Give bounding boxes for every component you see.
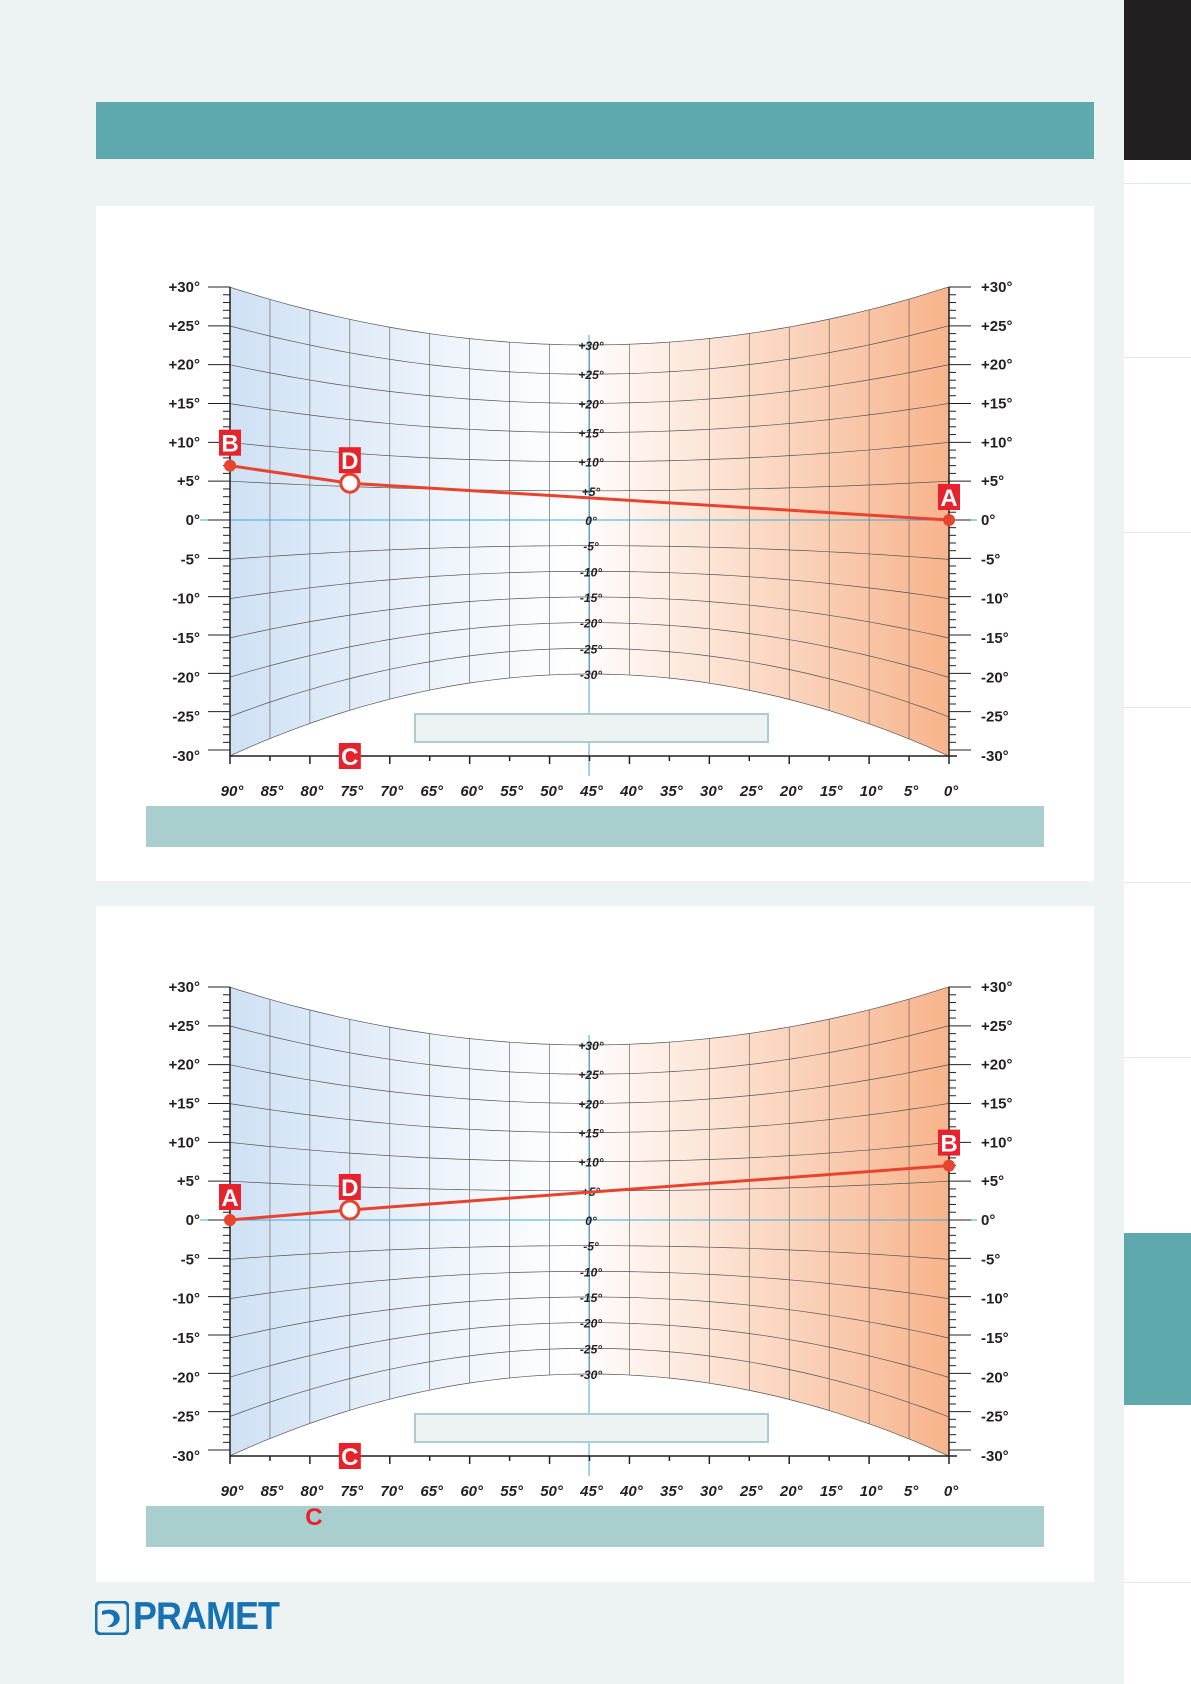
marker-label: C bbox=[305, 1504, 323, 1531]
y-axis-label-left: -10° bbox=[172, 590, 200, 608]
y-axis-label-left: -25° bbox=[172, 1408, 200, 1426]
center-scale-label: +20° bbox=[578, 397, 604, 412]
x-axis-label: 25° bbox=[739, 1483, 763, 1500]
marker-c bbox=[339, 1443, 361, 1471]
x-axis-label: 65° bbox=[420, 783, 444, 800]
center-scale-label: +10° bbox=[578, 1155, 604, 1170]
x-axis-label: 5° bbox=[903, 783, 919, 800]
marker-label: B bbox=[940, 1130, 958, 1158]
y-axis-label-left: +20° bbox=[168, 356, 200, 374]
y-axis-label-left: -20° bbox=[172, 1369, 200, 1387]
x-axis-label: 80° bbox=[300, 783, 324, 800]
x-axis-label: 80° bbox=[300, 1483, 324, 1500]
y-axis-label-left: +25° bbox=[168, 317, 200, 335]
y-axis-label-left: -25° bbox=[172, 708, 200, 726]
side-tab-divider bbox=[1124, 882, 1191, 883]
marker-point bbox=[943, 1160, 955, 1172]
y-axis-label-left: -30° bbox=[172, 1448, 200, 1465]
marker-label: B bbox=[221, 430, 239, 458]
y-axis-label-right: +5° bbox=[981, 473, 1005, 491]
marker-d bbox=[339, 447, 361, 492]
y-axis-label-left: -5° bbox=[180, 1251, 200, 1269]
y-axis-label-right: -25° bbox=[981, 708, 1009, 726]
y-axis-label-left: -10° bbox=[172, 1290, 200, 1308]
diagram-panel-1 bbox=[96, 206, 1094, 881]
x-axis-label: 75° bbox=[340, 783, 364, 800]
center-scale-label: -15° bbox=[579, 591, 603, 605]
side-tab-divider bbox=[1124, 1057, 1191, 1058]
marker-c bbox=[339, 743, 361, 771]
y-axis-label-right: -10° bbox=[981, 1290, 1009, 1308]
marker-point-hollow bbox=[341, 474, 359, 492]
pramet-logo-text: PRAMET bbox=[133, 1595, 279, 1638]
center-scale-label: -25° bbox=[579, 642, 603, 657]
side-tab-strip bbox=[1124, 0, 1191, 1684]
y-axis-label-left: +25° bbox=[168, 1017, 200, 1035]
y-axis-label-right: -30° bbox=[981, 748, 1009, 765]
center-scale-label: +25° bbox=[578, 368, 604, 383]
y-axis-label-left: -15° bbox=[172, 630, 200, 647]
center-scale-label: -30° bbox=[579, 1368, 603, 1382]
y-axis-label-left: +15° bbox=[168, 395, 200, 413]
y-axis-label-left: +15° bbox=[168, 1095, 200, 1113]
side-tab-divider bbox=[1124, 532, 1191, 533]
center-scale-label: +20° bbox=[578, 1097, 604, 1112]
pramet-logo-icon bbox=[95, 1601, 129, 1635]
x-axis-label: 65° bbox=[420, 1483, 444, 1500]
x-axis-label: 55° bbox=[500, 783, 523, 800]
y-axis-label-right: -15° bbox=[981, 630, 1009, 647]
x-axis-label: 90° bbox=[220, 1483, 244, 1500]
x-axis-label: 85° bbox=[260, 1483, 284, 1500]
x-axis-label: 10° bbox=[859, 1483, 883, 1500]
y-axis-label-right: -25° bbox=[981, 1408, 1009, 1426]
center-scale-label: +15° bbox=[578, 426, 604, 441]
x-axis-label: 55° bbox=[500, 1483, 523, 1500]
y-axis-label-right: +25° bbox=[981, 317, 1013, 335]
label-placeholder-box bbox=[415, 1414, 768, 1442]
caption-bar bbox=[146, 806, 1044, 847]
angle-diagram-1 bbox=[96, 206, 1094, 881]
x-axis-label: 50° bbox=[540, 1483, 563, 1500]
y-axis-label-left: 0° bbox=[185, 1212, 200, 1229]
center-scale-label: -30° bbox=[579, 668, 603, 682]
x-axis-label: 60° bbox=[460, 783, 484, 800]
y-axis-label-left: +20° bbox=[168, 1056, 200, 1074]
y-axis-label-left: -15° bbox=[172, 1330, 200, 1347]
y-axis-label-right: -15° bbox=[981, 1330, 1009, 1347]
y-axis-label-right: +20° bbox=[981, 356, 1013, 374]
marker-label: C bbox=[341, 1444, 359, 1471]
y-axis-label-left: +10° bbox=[168, 434, 200, 452]
marker-label: C bbox=[341, 744, 359, 771]
y-axis-label-right: +15° bbox=[981, 1095, 1013, 1113]
center-scale-label: +5° bbox=[581, 484, 601, 499]
x-axis-label: 0° bbox=[943, 1483, 959, 1500]
x-axis-label: 5° bbox=[903, 1483, 919, 1500]
y-axis-label-left: -30° bbox=[172, 748, 200, 765]
center-scale-label: +30° bbox=[578, 339, 604, 353]
marker-label: A bbox=[221, 1185, 239, 1212]
y-axis-label-right: +25° bbox=[981, 1017, 1013, 1035]
x-axis-label: 15° bbox=[819, 783, 843, 800]
center-scale-label: +30° bbox=[578, 1039, 604, 1053]
y-axis-label-right: +20° bbox=[981, 1056, 1013, 1074]
diagram-panel-2 bbox=[96, 906, 1094, 1582]
y-axis-label-left: +30° bbox=[168, 979, 200, 996]
x-axis-label: 45° bbox=[580, 1483, 603, 1500]
center-scale-label: -20° bbox=[579, 616, 603, 631]
x-axis-label: 45° bbox=[580, 783, 603, 800]
marker-point bbox=[224, 460, 236, 472]
x-axis-label: 35° bbox=[660, 783, 683, 800]
side-tab-active[interactable] bbox=[1124, 1233, 1191, 1405]
center-scale-label: -10° bbox=[579, 565, 603, 580]
caption-bar bbox=[146, 1506, 1044, 1547]
side-tab-divider bbox=[1124, 357, 1191, 358]
y-axis-label-right: 0° bbox=[981, 512, 996, 529]
center-scale-label: -25° bbox=[579, 1342, 603, 1357]
center-scale-label: -10° bbox=[579, 1265, 603, 1280]
marker-label: D bbox=[341, 448, 359, 476]
marker-point-hollow bbox=[341, 1201, 359, 1219]
x-axis-label: 20° bbox=[779, 783, 803, 800]
center-scale-label: +15° bbox=[578, 1126, 604, 1141]
marker-label: A bbox=[940, 485, 958, 512]
center-scale-label: -5° bbox=[583, 1239, 599, 1254]
x-axis-label: 50° bbox=[540, 783, 563, 800]
x-axis-label: 20° bbox=[779, 1483, 803, 1500]
pramet-logo[interactable] bbox=[95, 1595, 295, 1638]
y-axis-label-right: +30° bbox=[981, 279, 1013, 296]
y-axis-label-right: -10° bbox=[981, 590, 1009, 608]
angle-diagram-2 bbox=[96, 906, 1094, 1582]
y-axis-label-right: +10° bbox=[981, 434, 1013, 452]
y-axis-label-right: -5° bbox=[981, 1251, 1001, 1269]
x-axis-label: 70° bbox=[380, 783, 404, 800]
marker-label: D bbox=[341, 1174, 359, 1202]
label-placeholder-box bbox=[415, 714, 768, 742]
y-axis-label-left: -20° bbox=[172, 669, 200, 687]
x-axis-label: 60° bbox=[460, 1483, 484, 1500]
y-axis-label-left: +5° bbox=[176, 1173, 200, 1191]
center-scale-label: -20° bbox=[579, 1316, 603, 1331]
x-axis-label: 90° bbox=[220, 783, 244, 800]
y-axis-label-right: +10° bbox=[981, 1134, 1013, 1152]
y-axis-label-left: +30° bbox=[168, 279, 200, 296]
y-axis-label-right: +30° bbox=[981, 979, 1013, 996]
y-axis-label-right: +15° bbox=[981, 395, 1013, 413]
x-axis-label: 85° bbox=[260, 783, 284, 800]
center-scale-label: +10° bbox=[578, 455, 604, 470]
marker-point bbox=[943, 514, 955, 526]
y-axis-label-right: -30° bbox=[981, 1448, 1009, 1465]
center-scale-label: -5° bbox=[583, 539, 599, 554]
center-scale-label: 0° bbox=[585, 1214, 597, 1228]
y-axis-label-right: 0° bbox=[981, 1212, 996, 1229]
y-axis-label-right: -20° bbox=[981, 669, 1009, 687]
x-axis-label: 10° bbox=[859, 783, 883, 800]
x-axis-label: 70° bbox=[380, 1483, 404, 1500]
center-scale-label: -15° bbox=[579, 1291, 603, 1305]
marker-point bbox=[224, 1214, 236, 1226]
x-axis-label: 30° bbox=[699, 783, 723, 800]
x-axis-label: 0° bbox=[943, 783, 959, 800]
x-axis-label: 30° bbox=[699, 1483, 723, 1500]
x-axis-label: 40° bbox=[620, 783, 643, 800]
side-tab-divider bbox=[1124, 707, 1191, 708]
center-scale-label: +5° bbox=[581, 1184, 601, 1199]
x-axis-label: 25° bbox=[739, 783, 763, 800]
side-tab-divider bbox=[1124, 183, 1191, 184]
y-axis-label-left: -5° bbox=[180, 551, 200, 569]
x-axis-label: 75° bbox=[340, 1483, 364, 1500]
y-axis-label-left: +5° bbox=[176, 473, 200, 491]
y-axis-label-right: -5° bbox=[981, 551, 1001, 569]
marker-d bbox=[339, 1174, 361, 1219]
y-axis-label-left: 0° bbox=[185, 512, 200, 529]
center-scale-label: 0° bbox=[585, 514, 597, 528]
y-axis-label-right: +5° bbox=[981, 1173, 1005, 1191]
x-axis-label: 40° bbox=[620, 1483, 643, 1500]
side-tab-divider bbox=[1124, 1582, 1191, 1583]
section-header-bar bbox=[96, 102, 1094, 159]
side-tab-dark[interactable] bbox=[1124, 0, 1191, 160]
y-axis-label-right: -20° bbox=[981, 1369, 1009, 1387]
y-axis-label-left: +10° bbox=[168, 1134, 200, 1152]
center-scale-label: +25° bbox=[578, 1068, 604, 1083]
x-axis-label: 35° bbox=[660, 1483, 683, 1500]
x-axis-label: 15° bbox=[819, 1483, 843, 1500]
marker-c bbox=[305, 1504, 322, 1531]
